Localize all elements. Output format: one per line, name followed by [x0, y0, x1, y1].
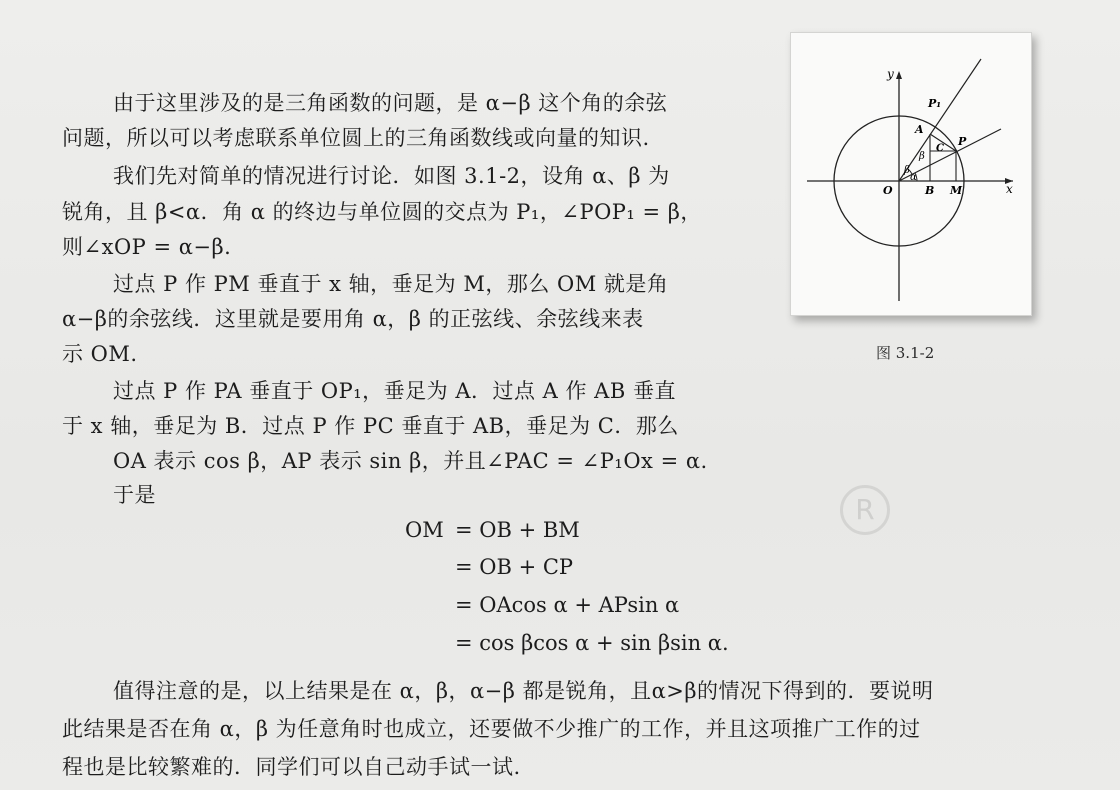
y-axis-arrow: [896, 71, 902, 79]
equation-row: = cos βcos α + sin βsin α.: [455, 631, 729, 655]
figure-panel: [790, 32, 1032, 316]
text-line: 过点 P 作 PM 垂直于 x 轴，垂足为 M，那么 OM 就是角: [113, 272, 669, 296]
text-line: 锐角，且 β<α．角 α 的终边与单位圆的交点为 P₁，∠POP₁ = β，: [62, 200, 702, 224]
label-y: y: [887, 67, 894, 81]
label-beta: β: [904, 165, 910, 176]
text-line: α−β的余弦线．这里就是要用角 α，β 的正弦线、余弦线来表: [62, 307, 644, 331]
text-line: 示 OM.: [62, 342, 138, 366]
equation-row: = OAcos α + APsin α: [455, 593, 680, 617]
label-beta-upper: β: [919, 151, 925, 162]
label-c: C: [936, 143, 944, 154]
label-p: P: [958, 135, 967, 148]
text-line: 程也是比较繁难的．同学们可以自己动手试一试.: [62, 755, 521, 779]
equation-lhs: OM: [405, 518, 444, 542]
text-line: 则∠xOP = α−β.: [62, 235, 232, 259]
label-a: A: [915, 123, 924, 136]
text-line: 由于这里涉及的是三角函数的问题，是 α−β 这个角的余弦: [113, 91, 668, 115]
equation-row: = OB + BM: [455, 518, 580, 542]
equation-row: = OB + CP: [455, 555, 574, 579]
label-m: M: [950, 184, 963, 197]
text-line: 此结果是否在角 α，β 为任意角时也成立，还要做不少推广的工作，并且这项推广工作的过: [62, 717, 921, 741]
label-o: O: [883, 184, 893, 197]
label-x: x: [1006, 182, 1013, 196]
ray-op1: [899, 59, 981, 181]
text-line: 值得注意的是，以上结果是在 α，β，α−β 都是锐角，且α>β的情况下得到的．要说明: [113, 679, 934, 703]
text-line: 于 x 轴，垂足为 B．过点 P 作 PC 垂直于 AB，垂足为 C．那么: [62, 414, 679, 438]
label-b: B: [925, 184, 935, 197]
text-line: 于是: [113, 483, 156, 507]
label-p1: P₁: [928, 97, 942, 110]
text-line: 问题，所以可以考虑联系单位圆上的三角函数线或向量的知识.: [62, 126, 650, 150]
label-alpha: α: [910, 172, 917, 183]
text-line: OA 表示 cos β，AP 表示 sin β，并且∠PAC = ∠P₁Ox = α.: [113, 449, 708, 473]
figure-caption: 图 3.1-2: [876, 344, 935, 362]
unit-circle-diagram: [791, 33, 1031, 315]
registered-watermark: R: [840, 485, 890, 535]
text-line: 我们先对简单的情况进行讨论．如图 3.1-2，设角 α、β 为: [113, 164, 670, 188]
text-line: 过点 P 作 PA 垂直于 OP₁，垂足为 A．过点 A 作 AB 垂直: [113, 379, 676, 403]
